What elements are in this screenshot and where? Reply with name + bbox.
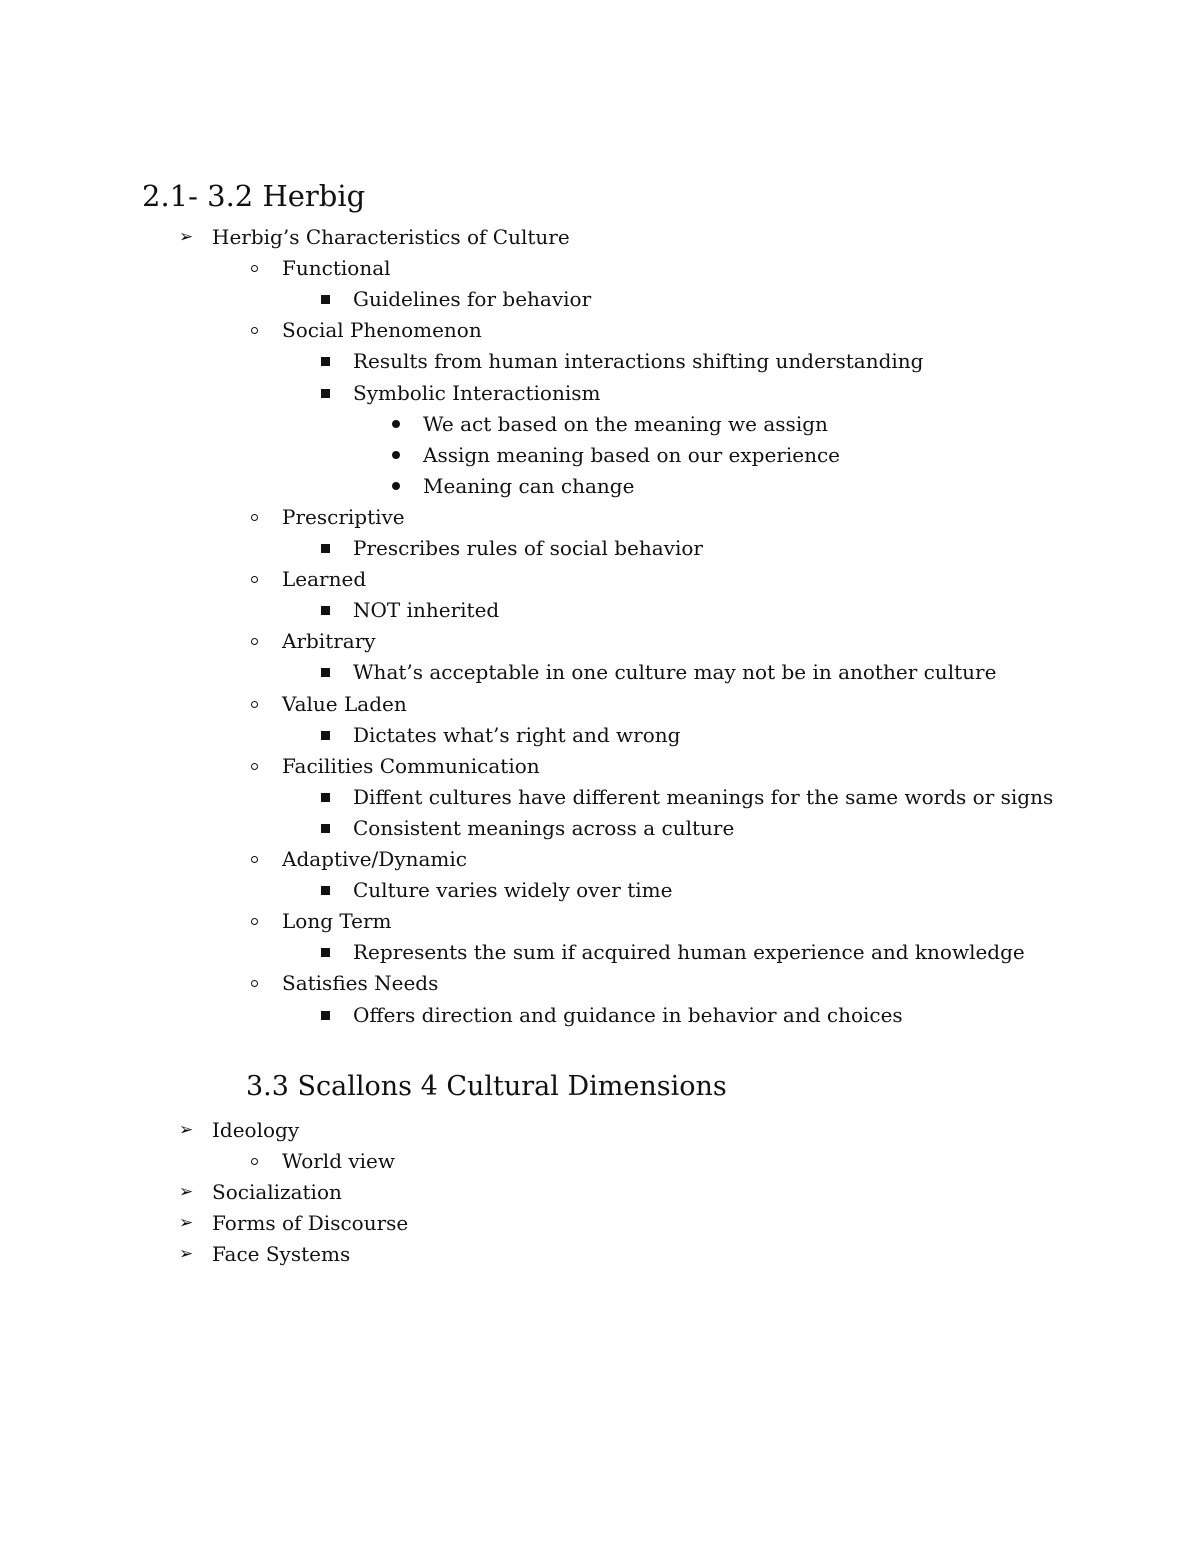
list-item-text: Diffent cultures have different meanings for the same words or signs bbox=[353, 784, 1054, 809]
hollow-circle-icon bbox=[251, 844, 258, 875]
list-item bbox=[423, 471, 634, 502]
list-item bbox=[282, 502, 405, 533]
list-item bbox=[423, 440, 840, 471]
section-heading-scallons: 3.3 Scallons 4 Cultural Dimensions bbox=[246, 1071, 727, 1102]
list-item-text: Guidelines for behavior bbox=[353, 287, 592, 312]
hollow-circle-icon bbox=[251, 689, 258, 720]
list-item bbox=[282, 689, 407, 720]
list-item bbox=[353, 595, 499, 626]
filled-square-icon bbox=[321, 595, 330, 626]
list-item bbox=[282, 315, 482, 346]
filled-disc-icon bbox=[392, 440, 400, 471]
list-item-text: Meaning can change bbox=[423, 473, 635, 498]
hollow-circle-icon bbox=[251, 564, 258, 595]
list-item-text: Symbolic Interactionism bbox=[353, 380, 601, 405]
list-item-text: Dictates what’s right and wrong bbox=[353, 722, 681, 747]
section-heading-herbig: 2.1- 3.2 Herbig bbox=[142, 179, 366, 213]
hollow-circle-icon bbox=[251, 1146, 258, 1177]
list-item-text: Face Systems bbox=[212, 1242, 351, 1267]
list-item-text: Offers direction and guidance in behavior and choices bbox=[353, 1002, 903, 1027]
hollow-circle-icon bbox=[251, 906, 258, 937]
hollow-circle-icon bbox=[251, 502, 258, 533]
arrow-icon: ➢ bbox=[179, 1120, 194, 1140]
list-item bbox=[282, 968, 438, 999]
list-item-text: Facilities Communication bbox=[282, 753, 540, 778]
list-item-text: Culture varies widely over time bbox=[353, 878, 673, 903]
list-item-text: Value Laden bbox=[282, 691, 407, 716]
list-item-text: Prescribes rules of social behavior bbox=[353, 536, 703, 560]
hollow-circle-icon bbox=[251, 626, 258, 657]
list-item bbox=[282, 564, 366, 595]
list-item bbox=[353, 533, 703, 564]
list-item-text: World view bbox=[282, 1149, 396, 1174]
list-item bbox=[179, 1208, 409, 1239]
list-item bbox=[353, 782, 1053, 813]
filled-square-icon bbox=[321, 720, 330, 751]
list-item-text: Social Phenomenon bbox=[282, 318, 482, 343]
filled-square-icon bbox=[321, 813, 330, 844]
filled-square-icon bbox=[321, 657, 330, 688]
list-item bbox=[353, 378, 600, 409]
filled-disc-icon bbox=[392, 471, 400, 502]
list-item-text: Results from human interactions shifting understanding bbox=[353, 349, 924, 374]
list-item-text: Assign meaning based on our experience bbox=[423, 442, 841, 467]
list-item bbox=[353, 657, 996, 688]
list-item-text: Long Term bbox=[282, 909, 392, 934]
arrow-icon: ➢ bbox=[179, 1244, 194, 1265]
list-item bbox=[353, 937, 1025, 968]
filled-square-icon bbox=[321, 533, 330, 564]
list-item-text: Adaptive/Dynamic bbox=[282, 847, 467, 871]
hollow-circle-icon bbox=[251, 968, 258, 999]
list-item bbox=[282, 751, 540, 782]
filled-square-icon bbox=[321, 875, 330, 906]
list-item-text: Socialization bbox=[212, 1180, 342, 1205]
list-item-text: NOT inherited bbox=[353, 598, 500, 623]
list-item-text: Represents the sum if acquired human experience and knowledge bbox=[353, 940, 1025, 965]
list-item-text: Functional bbox=[282, 256, 391, 281]
list-item bbox=[179, 222, 570, 253]
arrow-icon: ➢ bbox=[179, 1213, 194, 1234]
list-item bbox=[353, 284, 591, 315]
list-item bbox=[179, 1239, 351, 1270]
list-item bbox=[179, 1177, 342, 1208]
filled-square-icon bbox=[321, 1000, 330, 1031]
list-item-text: Learned bbox=[282, 567, 367, 592]
hollow-circle-icon bbox=[251, 751, 258, 782]
filled-square-icon bbox=[321, 378, 330, 409]
hollow-circle-icon bbox=[251, 253, 258, 284]
list-item-text: Herbig’s Characteristics of Culture bbox=[212, 225, 570, 249]
list-item bbox=[353, 720, 680, 751]
list-item-text: Consistent meanings across a culture bbox=[353, 815, 735, 840]
list-item bbox=[353, 813, 734, 844]
list-item bbox=[282, 253, 391, 284]
list-item bbox=[423, 409, 828, 440]
list-item bbox=[282, 844, 467, 875]
list-item bbox=[282, 1146, 395, 1177]
arrow-icon: ➢ bbox=[179, 1182, 194, 1203]
filled-square-icon bbox=[321, 346, 330, 377]
list-item-text: Ideology bbox=[212, 1118, 300, 1142]
list-item bbox=[353, 1000, 903, 1031]
list-item bbox=[353, 346, 924, 377]
list-item-text: Prescriptive bbox=[282, 504, 405, 529]
filled-square-icon bbox=[321, 782, 330, 813]
arrow-icon: ➢ bbox=[179, 227, 194, 247]
list-item bbox=[282, 906, 392, 937]
list-item-text: Satisfies Needs bbox=[282, 971, 439, 996]
filled-square-icon bbox=[321, 937, 330, 968]
list-item bbox=[353, 875, 672, 906]
filled-square-icon bbox=[321, 284, 330, 315]
list-item-text: Arbitrary bbox=[282, 629, 376, 654]
list-item-text: We act based on the meaning we assign bbox=[423, 411, 828, 436]
filled-disc-icon bbox=[392, 409, 400, 440]
list-item-text: What’s acceptable in one culture may not be in another culture bbox=[353, 660, 997, 685]
list-item-text: Forms of Discourse bbox=[212, 1211, 409, 1236]
list-item bbox=[282, 626, 376, 657]
hollow-circle-icon bbox=[251, 315, 258, 346]
list-item bbox=[179, 1115, 300, 1146]
